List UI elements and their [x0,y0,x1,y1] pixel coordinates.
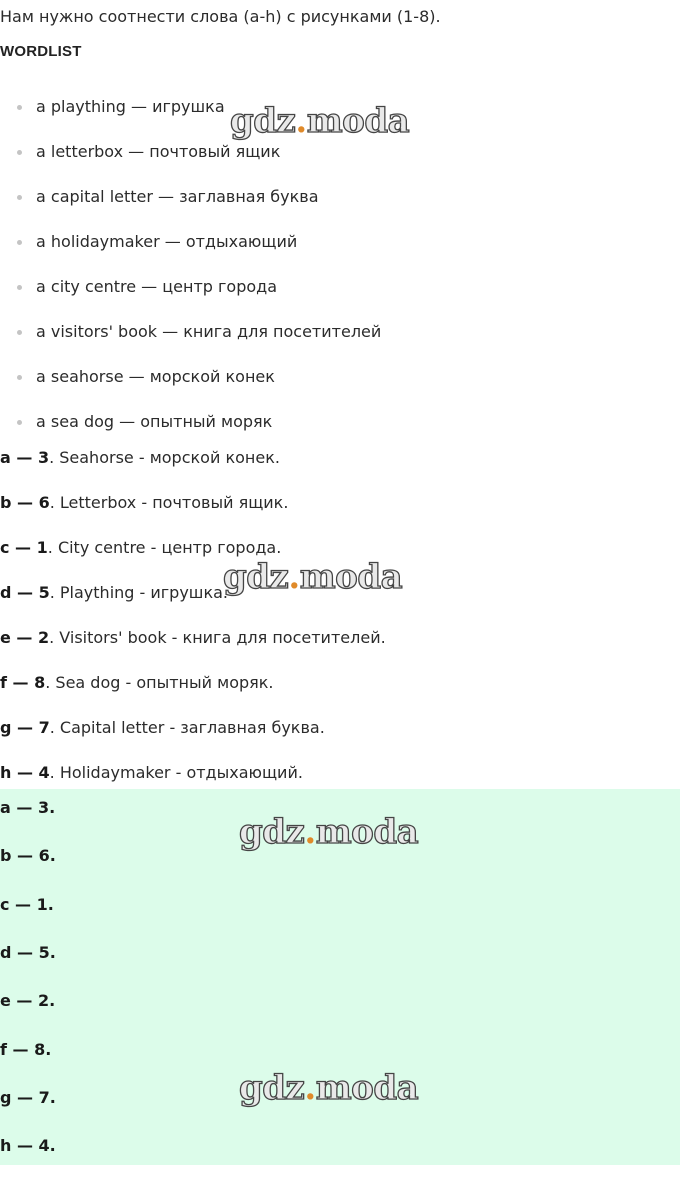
answer-row [0,537,386,582]
answer-text: . Letterbox - почтовый ящик. [49,493,289,512]
answer-key: e — 2 [0,628,50,647]
watermark-logo: gdz.moda [230,101,410,141]
answer-list [0,447,386,807]
wordlist-item-text: a capital letter — заглавная буква [36,187,319,206]
wordlist-item [0,141,381,186]
answer-text: . Holidaymaker - отдыхающий. [49,763,303,782]
wordlist-item [0,186,381,231]
answer-key: b — 6 [0,493,50,512]
bullet-icon [17,240,22,245]
answer-key: a — 3 [0,448,50,467]
short-answer: d — 5. [0,943,56,962]
watermark-logo: gdz.moda [223,557,403,597]
short-answer: e — 2. [0,991,56,1010]
answer-row [0,717,386,762]
answer-key: h — 4 [0,763,50,782]
short-answer-block [0,789,680,1165]
answer-text: . Capital letter - заглавная буква. [49,718,325,737]
short-answer: h — 4. [0,1136,56,1155]
wordlist-item-text: a letterbox — почтовый ящик [36,142,281,161]
answer-text: . Plaything - игрушка. [49,583,228,602]
answer-text: . Sea dog - опытный моряк. [45,673,274,692]
answer-row [0,447,386,492]
wordlist-item [0,366,381,411]
bullet-icon [17,285,22,290]
wordlist-item-text: a seahorse — морской конек [36,367,275,386]
answer-text: . Seahorse - морской конек. [49,448,280,467]
answer-key: c — 1 [0,538,48,557]
answer-key: f — 8 [0,673,46,692]
wordlist-item-text: a city centre — центр города [36,277,278,296]
answer-text: . City centre - центр города. [47,538,282,557]
wordlist-item [0,96,381,141]
wordlist-item-text: a sea dog — опытный моряк [36,412,273,431]
answer-key: d — 5 [0,583,50,602]
short-answer: a — 3. [0,798,56,817]
answer-text: . Visitors' book - книга для посетителей. [49,628,386,647]
answer-row [0,672,386,717]
watermark-logo: gdz.moda [239,812,419,852]
answer-key: g — 7 [0,718,50,737]
wordlist-item [0,321,381,366]
answer-row [0,627,386,672]
answer-row [0,492,386,537]
wordlist-item-text: a visitors' book — книга для посетителей [36,322,382,341]
bullet-icon [17,375,22,380]
bullet-icon [17,420,22,425]
bullet-icon [17,105,22,110]
bullet-icon [17,150,22,155]
wordlist-heading: WORDLIST [0,43,82,60]
watermark-logo: gdz.moda [239,1068,419,1108]
wordlist-item [0,231,381,276]
wordlist-item-text: a holidaymaker — отдыхающий [36,232,298,251]
short-answer: g — 7. [0,1088,56,1107]
short-answer: f — 8. [0,1040,52,1059]
answer-row [0,582,386,627]
task-instruction: Нам нужно соотнести слова (a-h) с рисунками (1-8). [0,7,441,26]
bullet-icon [17,330,22,335]
bullet-icon [17,195,22,200]
short-answer: c — 1. [0,895,54,914]
wordlist [0,96,381,456]
wordlist-item-text: a plaything — игрушка [36,97,225,116]
short-answer: b — 6. [0,846,56,865]
wordlist-item [0,276,381,321]
